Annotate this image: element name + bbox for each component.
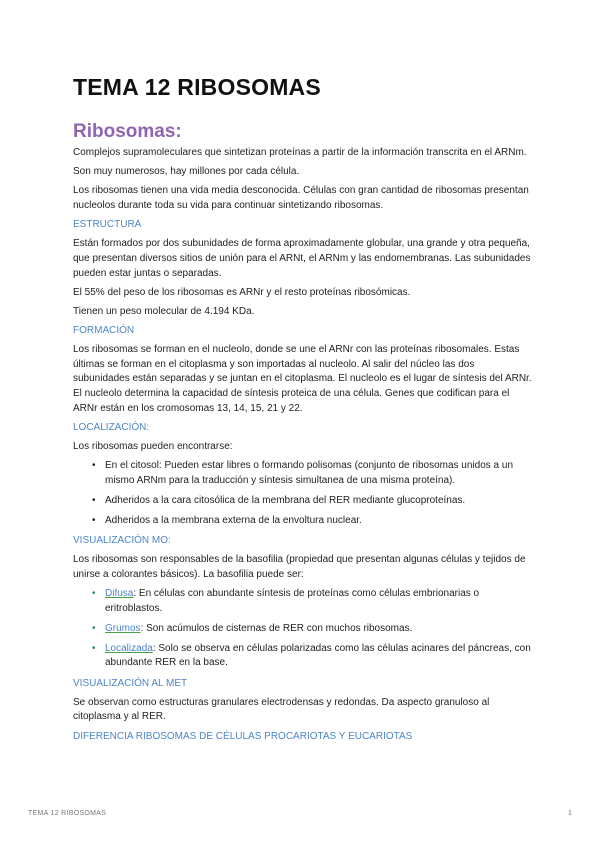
list-item-text: : Solo se observa en células polarizadas como las células acinares del páncreas, con abundante RER en la base. bbox=[105, 642, 531, 669]
term-localizada: Localizada bbox=[105, 642, 153, 654]
section-heading: Ribosomas: bbox=[73, 121, 182, 142]
term-difusa: Difusa bbox=[105, 588, 134, 600]
paragraph: Se observan como estructuras granulares electrodensas y redondas. Da aspecto granuloso al citoplasma y al RER. bbox=[73, 696, 490, 723]
list-item bbox=[105, 622, 533, 637]
list-item bbox=[105, 587, 533, 616]
list-item: • Adheridos a la cara citosólica de la membrana del RER mediante glucoproteínas. bbox=[105, 494, 533, 509]
page-number: 1 bbox=[568, 810, 572, 817]
list-item bbox=[105, 642, 533, 671]
paragraph: Son muy numerosos, hay millones por cada célula. bbox=[73, 166, 300, 178]
subheading-visualizacion-met: VISUALIZACIÓN AL MET bbox=[73, 677, 188, 689]
subheading-estructura: ESTRUCTURA bbox=[73, 219, 142, 231]
subheading-formacion: FORMACIÓN bbox=[73, 325, 135, 337]
subheading-visualizacion-mo: VISUALIZACIÓN MO: bbox=[73, 535, 171, 547]
list-item: • Adheridos a la membrana externa de la envoltura nuclear. bbox=[105, 514, 533, 529]
list-item: • En el citosol: Pueden estar libres o formando polisomas (conjunto de ribosomas unidos a un mismo ARNm para la traducción y síntesis simultanea de una misma proteína). bbox=[105, 459, 533, 488]
paragraph: Tienen un peso molecular de 4.194 KDa. bbox=[73, 305, 255, 317]
footer-title: TEMA 12 RIBOSOMAS bbox=[28, 810, 107, 817]
paragraph: Están formados por dos subunidades de forma aproximadamente globular, una grande y otra pequeña, que presentan diversos sitios de unión para el ARNt, el ARNm y las endomembranas. Las subunidades pueden estar juntas o separadas. bbox=[73, 238, 531, 279]
subheading-localizacion: LOCALIZACIÓN: bbox=[73, 421, 150, 433]
paragraph: Los ribosomas son responsables de la basofilia (propiedad que presentan algunas células y tejidos de unirse a colorantes básicos). La basofilia puede ser: bbox=[73, 554, 526, 580]
list-item-text: : En células con abundante síntesis de proteínas como células embrionarias o eritroblastos. bbox=[105, 588, 480, 614]
paragraph: Complejos supramoleculares que sintetizan proteínas a partir de la información transcrita en el ARNm. bbox=[73, 147, 527, 158]
paragraph: Los ribosomas pueden encontrarse: bbox=[73, 441, 233, 453]
document-body bbox=[73, 146, 533, 749]
basofilia-list bbox=[73, 587, 533, 671]
localizacion-list bbox=[73, 459, 533, 528]
paragraph: Los ribosomas tienen una vida media desconocida. Células con gran cantidad de ribosomas presentan nucleolos durante toda su vida para continuar sintetizando ribosomas. bbox=[73, 185, 529, 211]
subheading-diferencia: DIFERENCIA RIBOSOMAS DE CÉLULAS PROCARIOTAS Y EUCARIOTAS bbox=[73, 730, 413, 742]
list-item-text: : Son acúmulos de cisternas de RER con muchos ribosomas. bbox=[140, 622, 413, 634]
paragraph: El 55% del peso de los ribosomas es ARNr y el resto proteínas ribosómicas. bbox=[73, 286, 411, 298]
page-title: TEMA 12 RIBOSOMAS bbox=[73, 74, 321, 100]
term-grumos: Grumos bbox=[105, 622, 141, 634]
paragraph: Los ribosomas se forman en el nucleolo, donde se une el ARNr con las proteínas ribosomales. Estas últimas se forman en el citoplasma y son importadas al nucleolo. Al salir del núcleo las dos subunidades están separadas y se juntan en el citoplasma. El nucleolo es el lugar de síntesis del ARNr. El nucleolo determina la capacidad de síntesis proteica de una célula. Genes que codifican para el ARNr están en los cromosomas 13, 14, 15, 21 y 22. bbox=[73, 344, 532, 414]
